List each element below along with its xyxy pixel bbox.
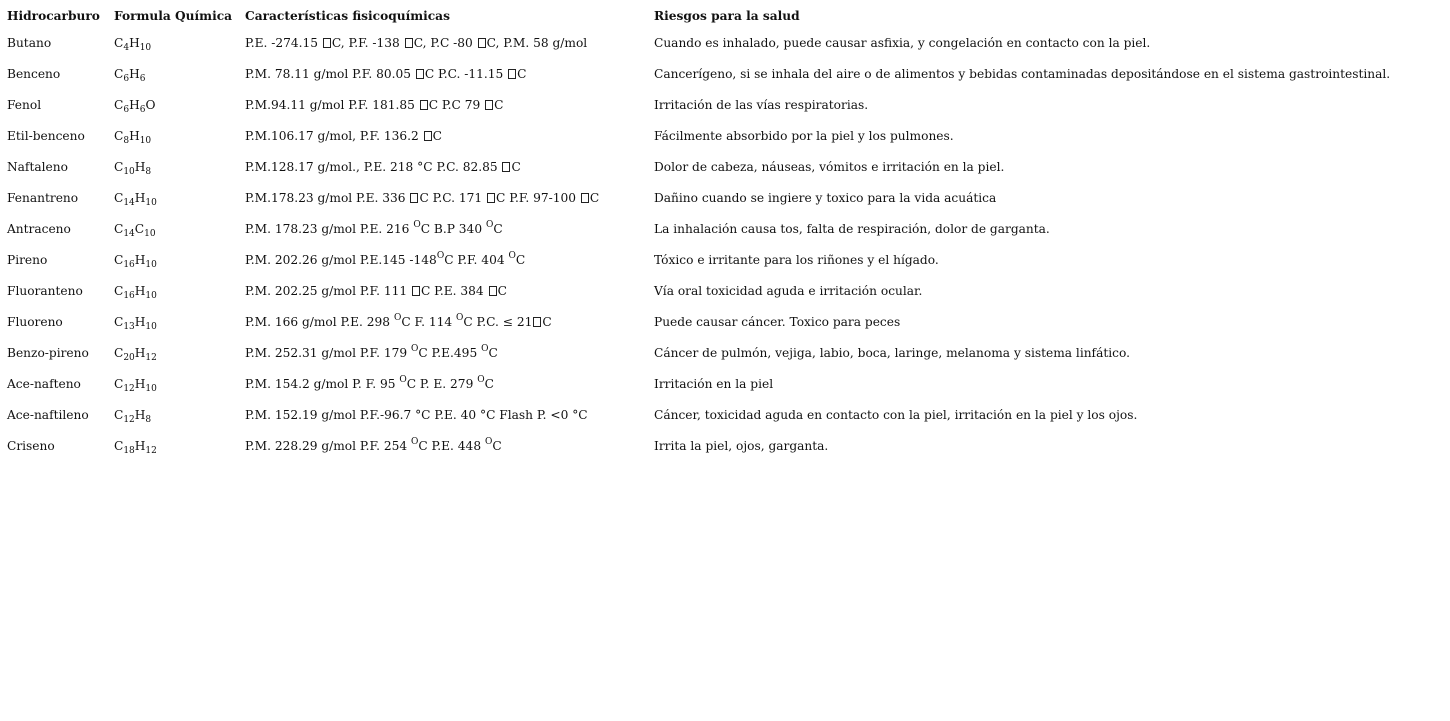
cell-hidrocarburo: Criseno — [7, 439, 55, 453]
cell-hidrocarburo: Pireno — [7, 253, 48, 267]
cell-caracteristicas: P.M. 178.23 g/mol P.E. 216 $^O$C B.P 340 $^O$C — [245, 220, 503, 236]
cell-caracteristicas: P.M. 252.31 g/mol P.F. 179 $^O$C P.E.495 $^O$C — [245, 344, 498, 360]
cell-hidrocarburo: Ace-nafteno — [7, 377, 81, 391]
cell-riesgos: Fácilmente absorbido por la piel y los pulmones. — [654, 129, 954, 143]
cell-formula: $C_6H_6O$ — [114, 98, 156, 115]
cell-caracteristicas: P.M. 154.2 g/mol P. F. 95 $^O$C P. E. 279 $^O$C — [245, 375, 494, 391]
table-row — [4, 405, 1396, 436]
header-hidrocarburo: Hidrocarburo — [7, 9, 100, 23]
cell-formula: $C_{16}H_{10}$ — [114, 253, 157, 270]
cell-riesgos: Irritación de las vías respiratorias. — [654, 98, 869, 112]
cell-riesgos: Irrita la piel, ojos, garganta. — [654, 439, 829, 453]
table-row — [4, 33, 1396, 64]
table-row — [4, 436, 1396, 467]
cell-formula: $C_4H_{10}$ — [114, 36, 152, 53]
cell-formula: $C_{20}H_{12}$ — [114, 346, 157, 363]
cell-riesgos: La inhalación causa tos, falta de respiración, dolor de garganta. — [654, 222, 1050, 236]
cell-hidrocarburo: Ace-naftileno — [7, 408, 89, 422]
cell-caracteristicas: P.M. 228.29 g/mol P.F. 254 $^O$C P.E. 448 $^O$C — [245, 437, 502, 453]
cell-formula: $C_{14}C_{10}$ — [114, 222, 156, 239]
table-row — [4, 126, 1396, 157]
cell-riesgos: Cáncer de pulmón, vejiga, labio, boca, laringe, melanoma y sistema linfático. — [654, 346, 1130, 360]
table-row — [4, 157, 1396, 188]
cell-hidrocarburo: Naftaleno — [7, 160, 68, 174]
cell-hidrocarburo: Butano — [7, 36, 52, 50]
cell-riesgos: Cáncer, toxicidad aguda en contacto con la piel, irritación en la piel y los ojos. — [654, 408, 1138, 422]
cell-formula: $C_{16}H_{10}$ — [114, 284, 157, 301]
cell-formula: $C_{10}H_8$ — [114, 160, 152, 177]
cell-caracteristicas: P.M.106.17 g/mol, P.F. 136.2 C — [245, 129, 442, 143]
cell-riesgos: Cancerígeno, si se inhala del aire o de alimentos y bebidas contaminadas depositándose en el sistema gastrointestinal. — [654, 67, 1391, 81]
cell-hidrocarburo: Fluoreno — [7, 315, 63, 329]
cell-hidrocarburo: Fluoranteno — [7, 284, 83, 298]
cell-riesgos: Dolor de cabeza, náuseas, vómitos e irritación en la piel. — [654, 160, 1005, 174]
cell-caracteristicas: P.E. -274.15 C, P.F. -138 C, P.C -80 C, P.M. 58 g/mol — [245, 36, 588, 50]
cell-formula: $C_{12}H_8$ — [114, 408, 152, 425]
cell-hidrocarburo: Benceno — [7, 67, 61, 81]
table-row — [4, 188, 1396, 219]
hydrocarbon-table — [4, 6, 1396, 467]
table-row — [4, 64, 1396, 95]
cell-hidrocarburo: Antraceno — [7, 222, 71, 236]
cell-caracteristicas: P.M. 78.11 g/mol P.F. 80.05 C P.C. -11.15 C — [245, 67, 527, 81]
cell-riesgos: Tóxico e irritante para los riñones y el hígado. — [654, 253, 939, 267]
cell-hidrocarburo: Fenol — [7, 98, 42, 112]
cell-riesgos: Cuando es inhalado, puede causar asfixia, y congelación en contacto con la piel. — [654, 36, 1151, 50]
cell-riesgos: Irritación en la piel — [654, 377, 774, 391]
cell-hidrocarburo: Etil-benceno — [7, 129, 85, 143]
table-body — [4, 33, 1396, 467]
cell-formula: $C_{18}H_{12}$ — [114, 439, 157, 456]
cell-formula: $C_{14}H_{10}$ — [114, 191, 157, 208]
cell-caracteristicas: P.M. 202.25 g/mol P.F. 111 C P.E. 384 C — [245, 284, 507, 298]
header-row — [4, 6, 1396, 33]
cell-formula: $C_{13}H_{10}$ — [114, 315, 157, 332]
cell-caracteristicas: P.M.94.11 g/mol P.F. 181.85 C P.C 79 C — [245, 98, 504, 112]
header-formula: Formula Química — [114, 9, 233, 23]
table-row — [4, 281, 1396, 312]
cell-hidrocarburo: Fenantreno — [7, 191, 79, 205]
table-row — [4, 312, 1396, 343]
header-caracteristicas: Características fisicoquímicas — [245, 9, 450, 23]
table-row — [4, 95, 1396, 126]
cell-formula: $C_{12}H_{10}$ — [114, 377, 157, 394]
header-riesgos: Riesgos para la salud — [654, 9, 800, 23]
cell-caracteristicas: P.M. 152.19 g/mol P.F.-96.7 °C P.E. 40 °C Flash P. <0 °C — [245, 408, 588, 422]
cell-caracteristicas: P.M.178.23 g/mol P.E. 336 C P.C. 171 C P.F. 97-100 C — [245, 191, 600, 205]
table-row — [4, 219, 1396, 250]
table-row — [4, 343, 1396, 374]
cell-caracteristicas: P.M.128.17 g/mol., P.E. 218 °C P.C. 82.85 C — [245, 160, 521, 174]
table-row — [4, 250, 1396, 281]
cell-caracteristicas: P.M. 166 g/mol P.E. 298 $^O$C F. 114 $^O$C P.C. ≤ 21 C — [245, 313, 552, 329]
cell-riesgos: Dañino cuando se ingiere y toxico para la vida acuática — [654, 191, 997, 205]
cell-formula: $C_8H_{10}$ — [114, 129, 152, 146]
cell-riesgos: Puede causar cáncer. Toxico para peces — [654, 315, 901, 329]
cell-hidrocarburo: Benzo-pireno — [7, 346, 89, 360]
table-row — [4, 374, 1396, 405]
cell-caracteristicas: P.M. 202.26 g/mol P.E.145 $-148^OC$ P.F. 404 $^O$C — [245, 251, 526, 267]
cell-formula: $C_6H_6$ — [114, 67, 146, 84]
cell-riesgos: Vía oral toxicidad aguda e irritación ocular. — [654, 284, 923, 298]
